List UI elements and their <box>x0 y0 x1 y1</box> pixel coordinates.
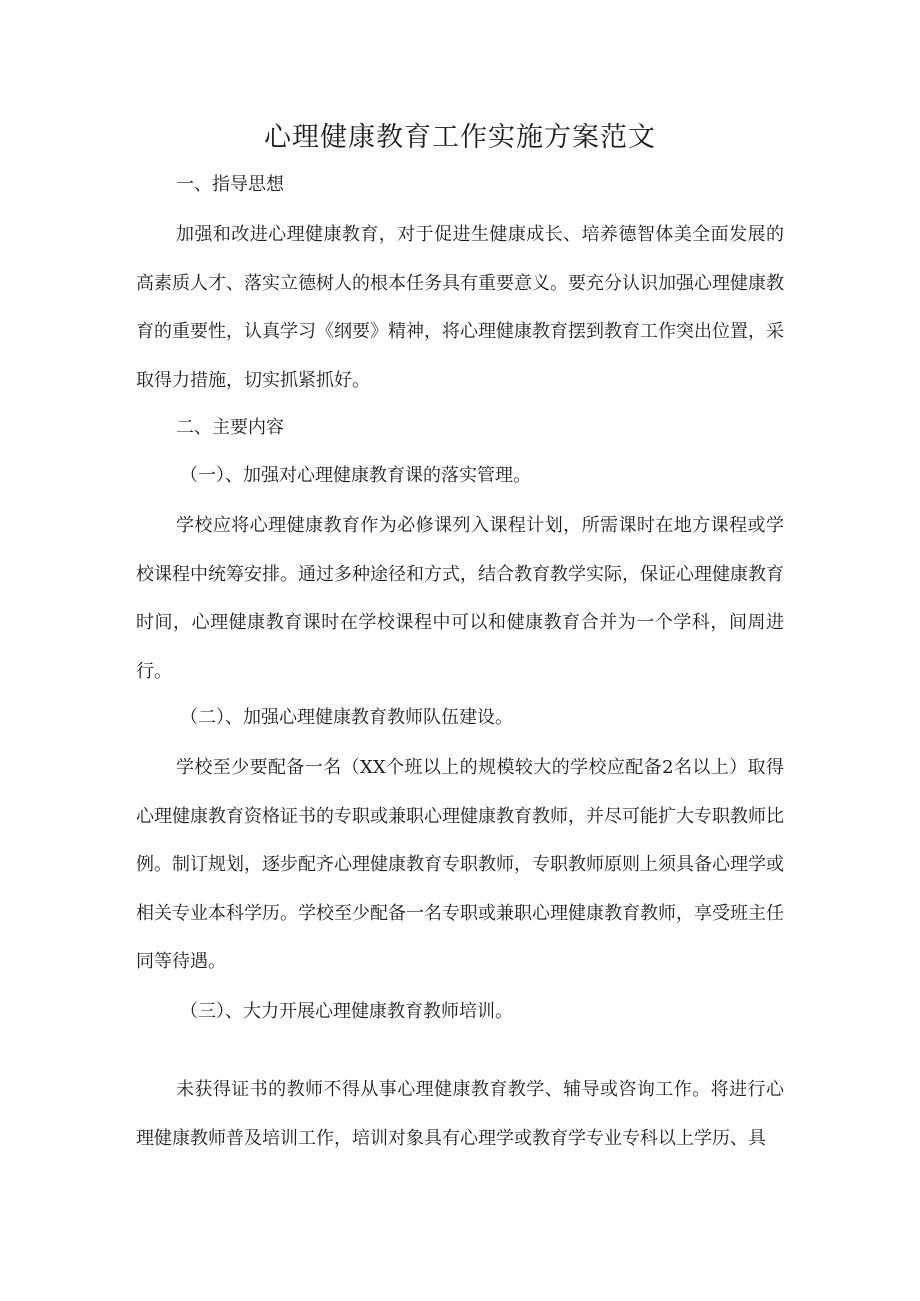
section-heading-guiding-ideology: 一、指导思想 <box>176 174 284 195</box>
subsection-heading-teacher-training: （三）、大力开展心理健康教育教师培训。 <box>180 1001 513 1022</box>
subsection-heading-course-management: （一）、加强对心理健康教育课的落实管理。 <box>180 465 531 486</box>
document-title: 心理健康教育工作实施方案范文 <box>264 122 656 153</box>
paragraph-course-management: 学校应将心理健康教育作为必修课列入课程计划，所需课时在地方课程或学校课程中统筹安排。通过多种途径和方式，结合教育教学实际，保证心理健康教育时间，心理健康教育课时在学校课程中可以和健康教育合并为一个学科，间周进行。 <box>136 515 784 682</box>
subsection-heading-teacher-team: （二）、加强心理健康教育教师队伍建设。 <box>180 707 513 728</box>
paragraph-teacher-training: 未获得证书的教师不得从事心理健康教育教学、辅导或咨询工作。将进行心理健康教师普及培训工作，培训对象具有心理学或教育学专业专科以上学历、具 <box>136 1079 784 1149</box>
paragraph-teacher-team: 学校至少要配备一名（XX个班以上的规模较大的学校应配备2名以上）取得心理健康教育资格证书的专职或兼职心理健康教育教师，并尽可能扩大专职教师比例。制订规划，逐步配齐心理健康教育专职教师，专职教师原则上须具备心理学或相关专业本科学历。学校至少配备一名专职或兼职心理健康教育教师，享受班主任同等待遇。 <box>136 757 784 972</box>
section-heading-main-content: 二、主要内容 <box>176 417 284 438</box>
paragraph-guiding-ideology: 加强和改进心理健康教育，对于促进生健康成长、培养德智体美全面发展的高素质人才、落实立德树人的根本任务具有重要意义。要充分认识加强心理健康教育的重要性，认真学习《纲要》精神，将心理健康教育摆到教育工作突出位置，采取得力措施，切实抓紧抓好。 <box>136 224 784 391</box>
